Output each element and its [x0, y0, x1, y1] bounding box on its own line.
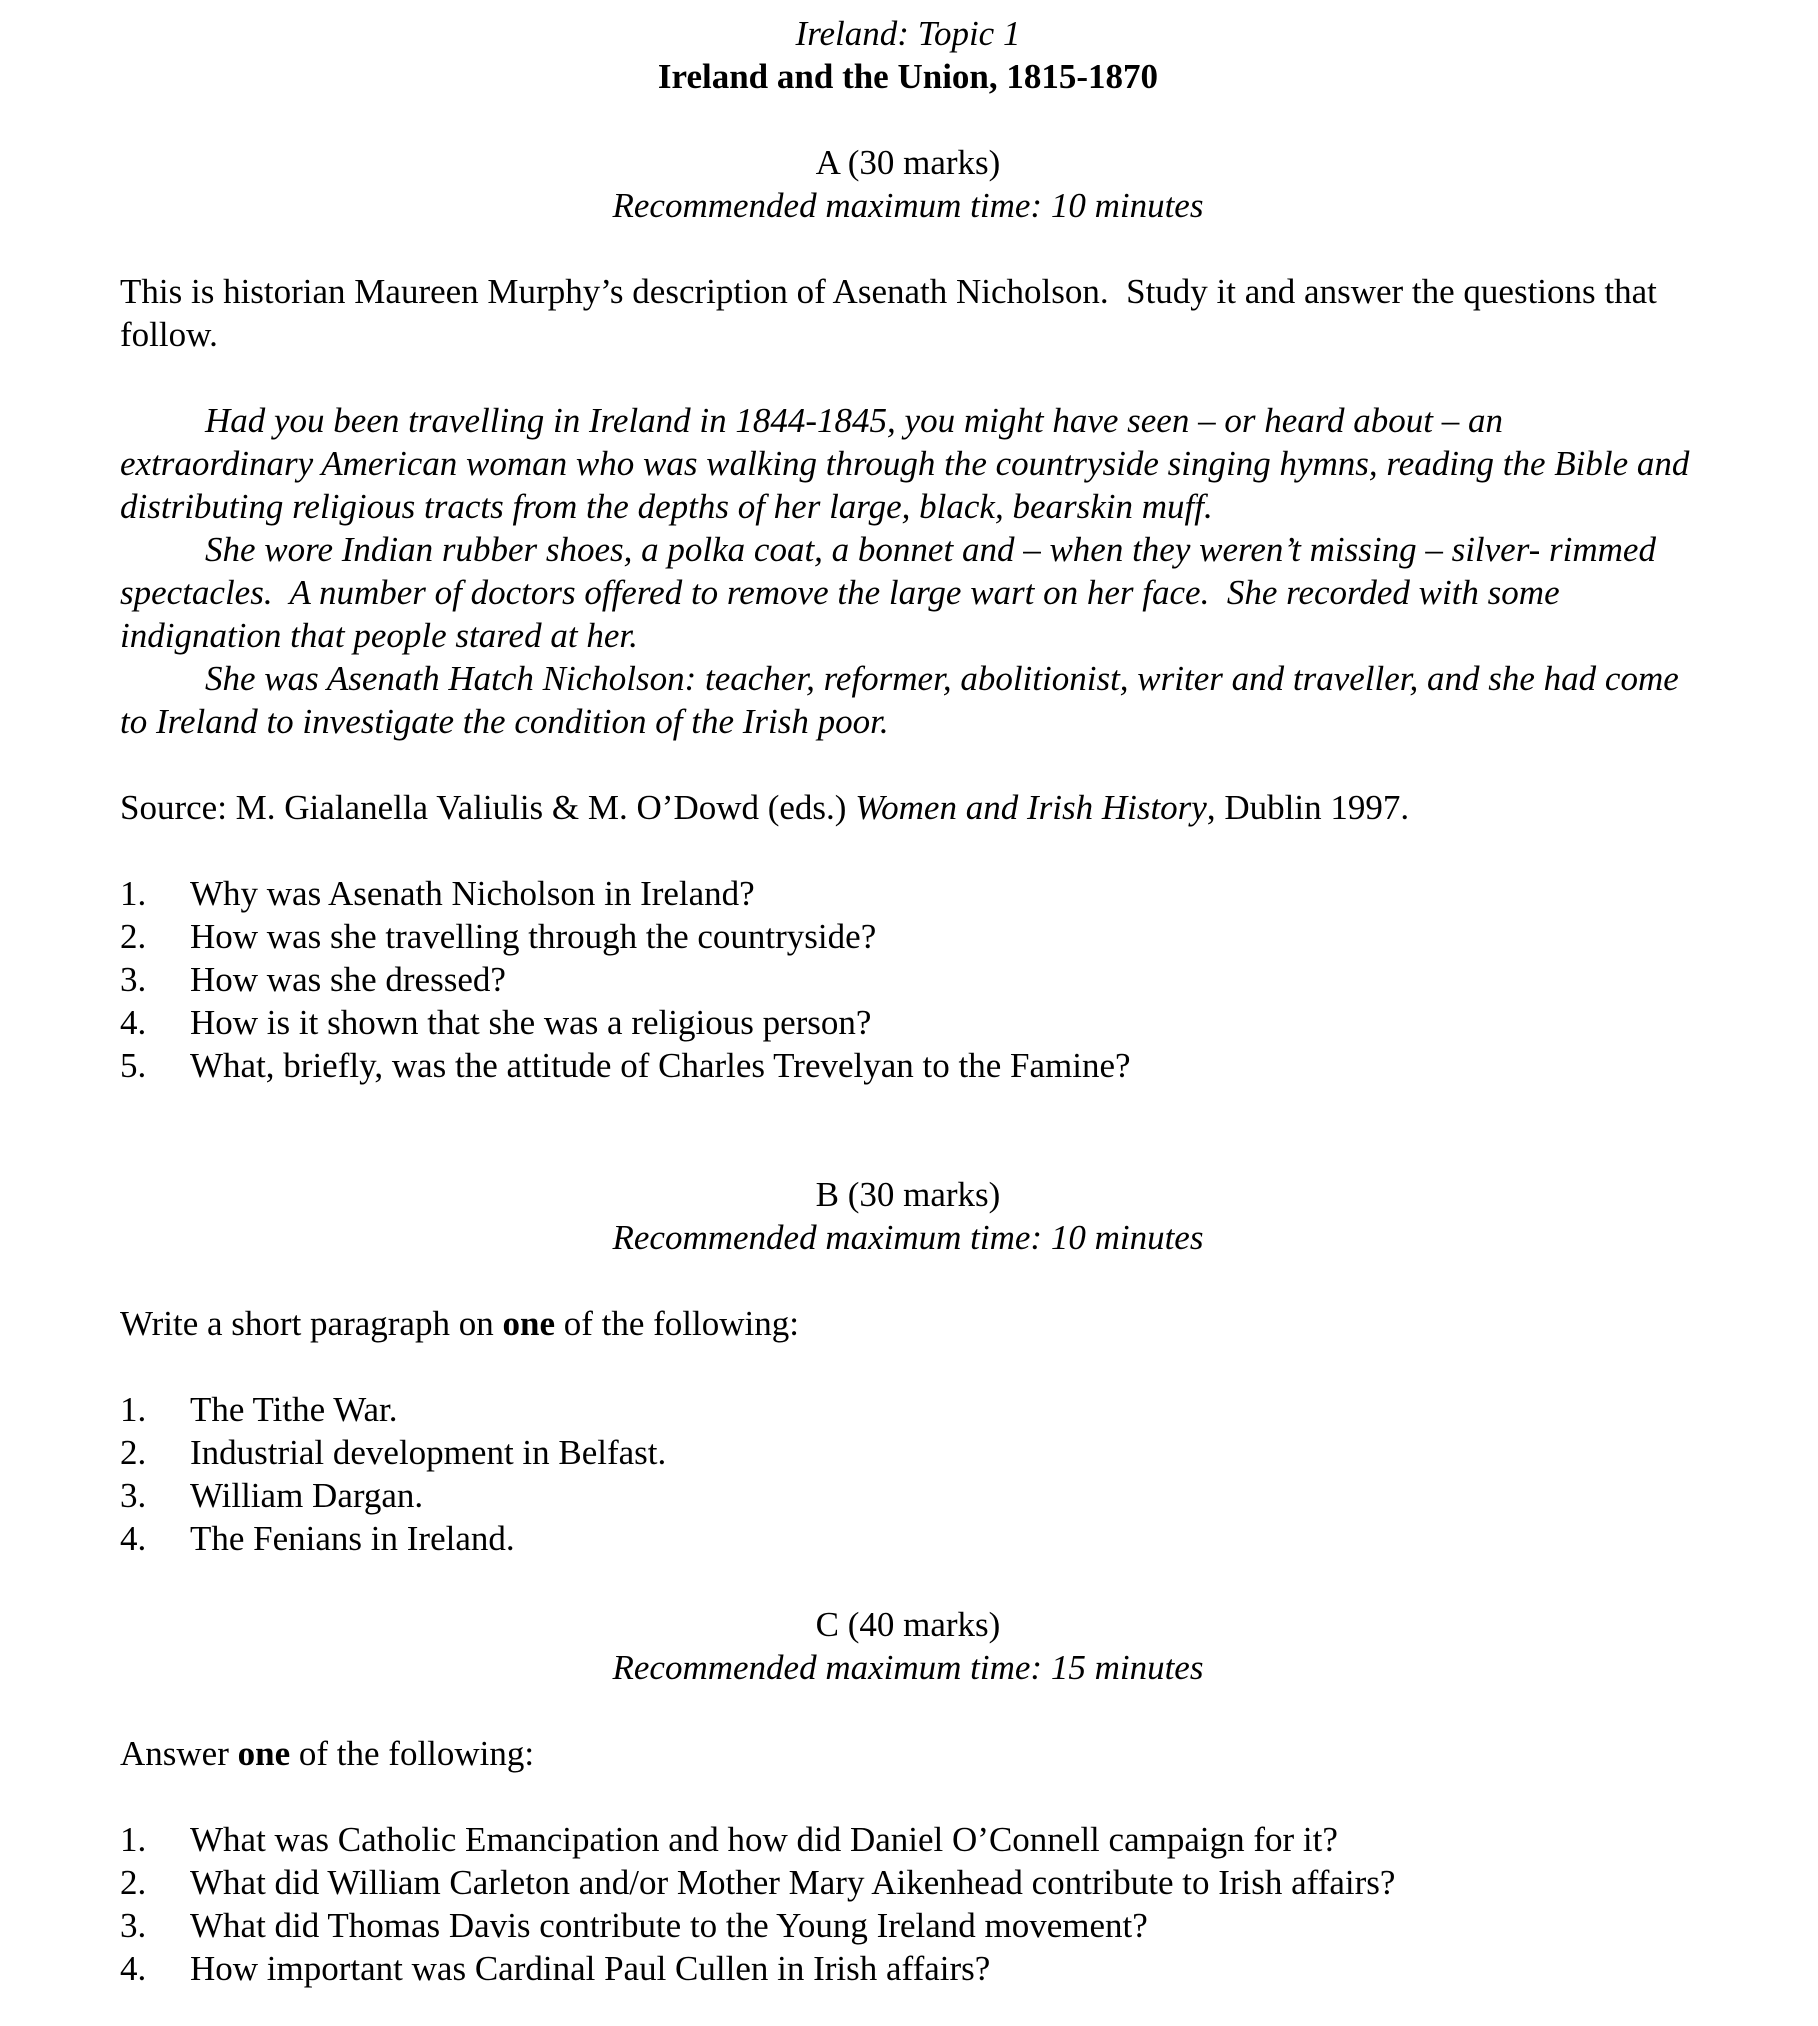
source-suffix: , Dublin 1997. — [1206, 788, 1410, 827]
prompt-suffix: of the following: — [554, 1304, 799, 1343]
question-item — [120, 872, 1696, 915]
section-c-heading: C (40 marks) — [815, 1605, 1001, 1644]
question-item — [120, 1818, 1696, 1861]
question-text: How important was Cardinal Paul Cullen in Irish affairs? — [190, 1949, 991, 1988]
question-number: 5. — [120, 1046, 147, 1085]
question-item — [120, 1861, 1696, 1904]
item-number: 3. — [120, 1476, 147, 1515]
source-line — [120, 786, 1696, 829]
question-text: Why was Asenath Nicholson in Ireland? — [190, 874, 755, 913]
section-a — [120, 141, 1699, 1087]
section-a-time-note: Recommended maximum time: 10 minutes — [612, 186, 1204, 225]
prompt-emphasis: one — [502, 1304, 555, 1343]
section-b-heading: B (30 marks) — [815, 1175, 1001, 1214]
question-item — [120, 1947, 1696, 1990]
section-b — [120, 1173, 1696, 1560]
question-text: How was she travelling through the countryside? — [190, 917, 877, 956]
source-quote-block — [120, 399, 1699, 743]
section-b-topic-list — [120, 1388, 1696, 1560]
list-item — [120, 1431, 1696, 1474]
question-number: 2. — [120, 917, 147, 956]
section-a-question-list — [120, 872, 1696, 1087]
section-c-time-note: Recommended maximum time: 15 minutes — [612, 1648, 1204, 1687]
section-a-intro: This is historian Maureen Murphy’s description of Asenath Nicholson. Study it and answer the questions that follow. — [120, 272, 1666, 354]
section-a-heading: A (30 marks) — [815, 143, 1001, 182]
question-text: What was Catholic Emancipation and how did Daniel O’Connell campaign for it? — [190, 1820, 1338, 1859]
prompt-prefix: Write a short paragraph on — [120, 1304, 503, 1343]
item-text: William Dargan. — [190, 1476, 424, 1515]
question-number: 3. — [120, 1906, 147, 1945]
topic-title: Ireland: Topic 1 — [795, 14, 1021, 53]
question-text: How is it shown that she was a religious person? — [190, 1003, 872, 1042]
prompt-suffix: of the following: — [290, 1734, 535, 1773]
source-prefix: Source: M. Gialanella Valiulis & M. O’Dowd (eds.) — [120, 788, 856, 827]
item-text: The Fenians in Ireland. — [190, 1519, 515, 1558]
question-item — [120, 1001, 1696, 1044]
section-c — [120, 1603, 1696, 1990]
quote-paragraph: She wore Indian rubber shoes, a polka coat, a bonnet and – when they weren’t missing – silver- rimmed spectacles. A number of doctors offered to remove the large wart on her face. She recorded with some indignation that people stared at her. — [120, 530, 1665, 655]
prompt-emphasis: one — [237, 1734, 291, 1773]
item-number: 4. — [120, 1519, 147, 1558]
section-c-prompt — [120, 1732, 1696, 1775]
main-title: Ireland and the Union, 1815-1870 — [657, 57, 1159, 96]
question-item — [120, 915, 1696, 958]
question-number: 1. — [120, 1820, 147, 1859]
question-item — [120, 958, 1696, 1001]
item-number: 1. — [120, 1390, 147, 1429]
question-text: What did Thomas Davis contribute to the Young Ireland movement? — [190, 1906, 1148, 1945]
question-text: What did William Carleton and/or Mother Mary Aikenhead contribute to Irish affairs? — [190, 1863, 1396, 1902]
question-item — [120, 1044, 1696, 1087]
question-text: What, briefly, was the attitude of Charles Trevelyan to the Famine? — [190, 1046, 1131, 1085]
list-item — [120, 1517, 1696, 1560]
question-number: 2. — [120, 1863, 147, 1902]
item-text: Industrial development in Belfast. — [190, 1433, 667, 1472]
question-number: 3. — [120, 960, 147, 999]
question-text: How was she dressed? — [190, 960, 506, 999]
quote-paragraph: Had you been travelling in Ireland in 1844-1845, you might have seen – or heard about – an extraordinary American woman who was walking through the countryside singing hymns, reading the Bible and distributing religious tracts from the depths of her large, black, bearskin muff. — [120, 401, 1699, 526]
item-text: The Tithe War. — [190, 1390, 398, 1429]
quote-paragraph: She was Asenath Hatch Nicholson: teacher, reformer, abolitionist, writer and traveller, and she had come to Ireland to investigate the condition of the Irish poor. — [120, 659, 1688, 741]
item-number: 2. — [120, 1433, 147, 1472]
section-c-question-list — [120, 1818, 1696, 1990]
list-item — [120, 1388, 1696, 1431]
prompt-prefix: Answer — [120, 1734, 238, 1773]
question-number: 1. — [120, 874, 147, 913]
section-b-prompt — [120, 1302, 1696, 1345]
section-b-time-note: Recommended maximum time: 10 minutes — [612, 1218, 1204, 1257]
question-item — [120, 1904, 1696, 1947]
list-item — [120, 1474, 1696, 1517]
source-book-title: Women and Irish History — [855, 788, 1207, 827]
question-number: 4. — [120, 1003, 147, 1042]
question-number: 4. — [120, 1949, 147, 1988]
